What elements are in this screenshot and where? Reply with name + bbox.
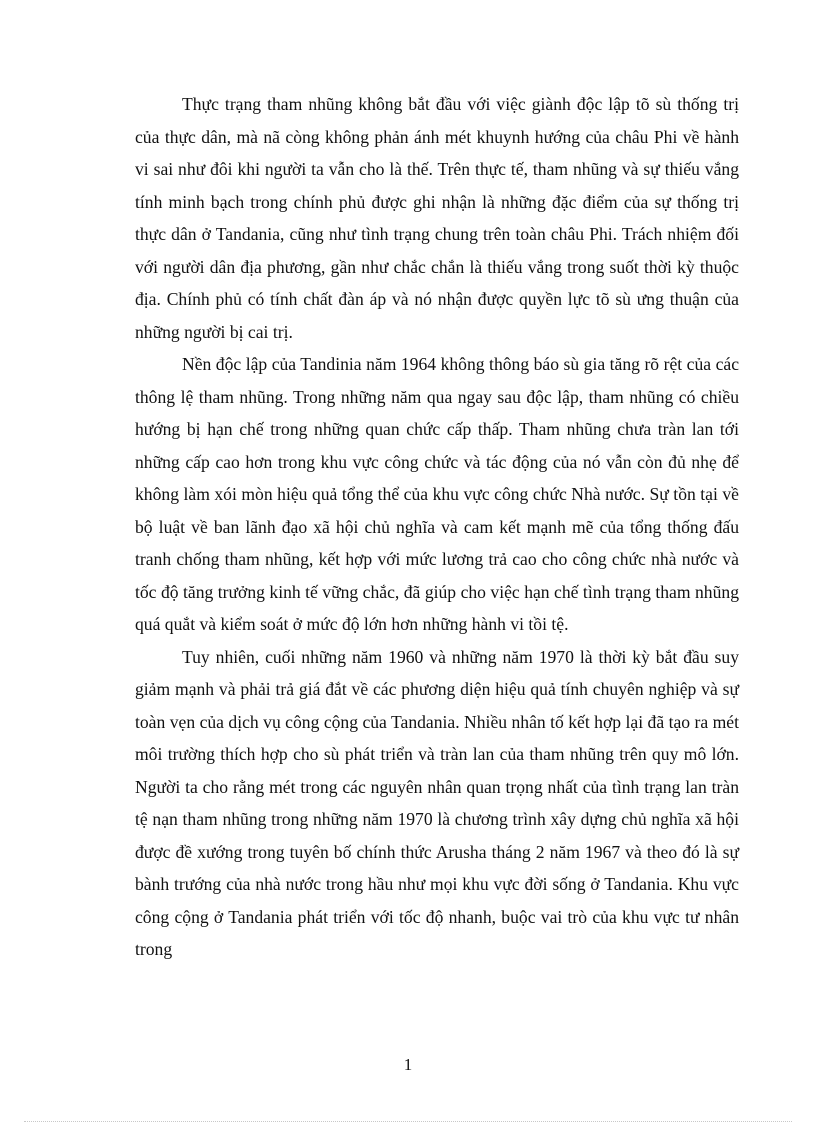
page-number: 1 <box>403 1055 413 1074</box>
paragraph-2: Nền độc lập của Tandinia năm 1964 không thông báo sù gia tăng rõ rệt của các thông lệ tham nhũng. Trong những năm qua ngay sau độc lập, tham nhũng có chiều hướng bị hạn chế trong những quan chức cấp thấp. Tham nhũng chưa tràn lan tới những cấp cao hơn trong khu vực công chức và tác động của nó vẫn còn đủ nhẹ để không làm xói mòn hiệu quả tổng thể của khu vực công chức Nhà nước. Sự tồn tại về bộ luật về ban lãnh đạo xã hội chủ nghĩa và cam kết mạnh mẽ của tổng thống đấu tranh chống tham nhũng, kết hợp với mức lương trả cao cho công chức nhà nước và tốc độ tăng trưởng kinh tế vững chắc, đã giúp cho việc hạn chế tình trạng tham nhũng quá quắt và kiểm soát ở mức độ lớn hơn những hành vi tồi tệ. <box>135 354 739 634</box>
page-edge-divider <box>24 1121 792 1122</box>
paragraph-3: Tuy nhiên, cuối những năm 1960 và những năm 1970 là thời kỳ bắt đầu suy giảm mạnh và phải trả giá đắt về các phương diện hiệu quả tính chuyên nghiệp và sự toàn vẹn của dịch vụ công cộng của Tandania. Nhiều nhân tố kết hợp lại đã tạo ra mét môi trường thích hợp cho sù phát triển và tràn lan của tham nhũng trên quy mô lớn. Người ta cho rằng mét trong các nguyên nhân quan trọng nhất của tình trạng lan tràn tệ nạn tham nhũng trong những năm 1970 là chương trình xây dựng chủ nghĩa xã hội được đề xướng trong tuyên bố chính thức Arusha tháng 2 năm 1967 và theo đó là sự bành trướng của nhà nước trong hầu như mọi khu vực đời sống ở Tandania. Khu vực công cộng ở Tandania phát triển với tốc độ nhanh, buộc vai trò của khu vực tư nhân trong <box>135 646 739 959</box>
paragraph-1: Thực trạng tham nhũng không bắt đầu với việc giành độc lập tõ sù thống trị của thực dân, mà nã còng không phản ánh mét khuynh hướng của châu Phi về hành vi sai như đôi khi người ta vẫn cho là thế. Trên thực tế, tham nhũng và sự thiếu vắng tính minh bạch trong chính phủ được ghi nhận là những đặc điểm của sự thống trị thực dân ở Tandania, cũng như tình trạng chung trên toàn châu Phi. Trách nhiệm đối với người dân địa phương, gần như chắc chắn là thiếu vắng trong suốt thời kỳ thuộc địa. Chính phủ có tính chất đàn áp và nó nhận được quyền lực tõ sù ưng thuận của những người bị cai trị. <box>135 94 739 342</box>
body-text <box>135 88 739 966</box>
